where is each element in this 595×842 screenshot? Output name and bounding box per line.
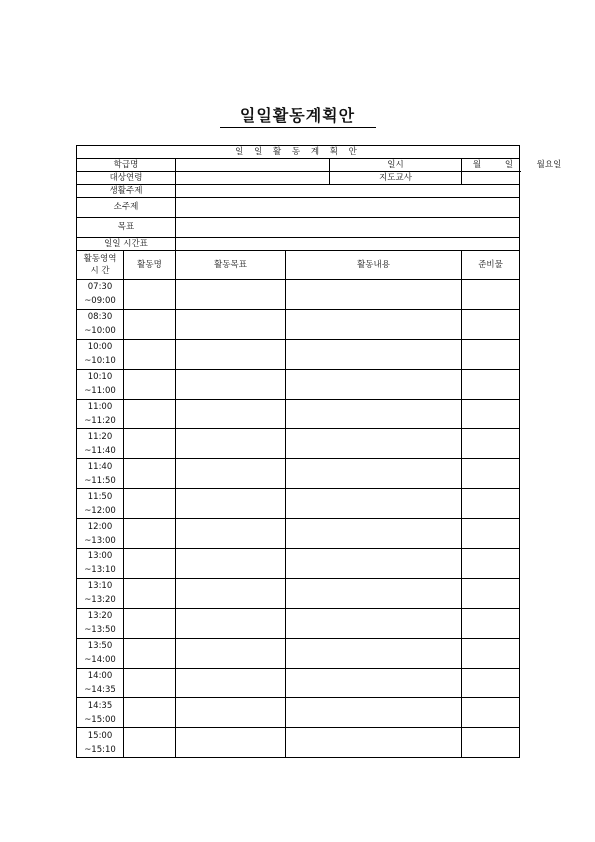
materials-cell[interactable] xyxy=(462,549,519,578)
activity-goal-cell[interactable] xyxy=(176,489,286,519)
activity-content-cell[interactable] xyxy=(286,400,462,429)
time-slot-end: ~14:00 xyxy=(84,655,116,666)
activity-name-cell[interactable] xyxy=(124,698,176,728)
date-month: 월 xyxy=(472,159,482,170)
time-slot-end: ~11:20 xyxy=(84,416,116,426)
class-label: 학급명 xyxy=(77,159,176,172)
time-slot-cell xyxy=(77,309,124,339)
materials-header: 준비물 xyxy=(478,259,503,270)
time-slot-end: ~15:10 xyxy=(84,744,116,755)
activity-name-header: 활동명 xyxy=(124,251,176,280)
activity-name-cell[interactable] xyxy=(124,459,176,489)
form-header-title: 일 일 활 동 계 획 안 xyxy=(77,146,520,159)
activity-content-cell[interactable] xyxy=(286,669,462,698)
materials-cell[interactable] xyxy=(462,370,519,399)
schedule-row xyxy=(77,309,520,339)
activity-name-cell[interactable] xyxy=(124,280,176,310)
activity-content-cell[interactable] xyxy=(286,370,462,399)
area-time-header xyxy=(77,251,124,280)
content-materials-cell xyxy=(286,489,520,519)
time-slot-cell xyxy=(77,608,124,638)
activity-content-header: 활동내용 xyxy=(286,251,462,279)
content-materials-cell xyxy=(286,728,520,758)
area-header-label: 활동영역 xyxy=(83,254,117,264)
activity-name-cell[interactable] xyxy=(124,309,176,339)
date-weekday: 월요일 xyxy=(536,159,562,170)
activity-content-cell[interactable] xyxy=(286,340,462,369)
time-slot-start: 10:00 xyxy=(87,342,113,353)
teacher-label: 지도교사 xyxy=(330,172,462,185)
time-slot-cell xyxy=(77,369,124,399)
content-materials-cell xyxy=(286,429,520,459)
activity-name-cell[interactable] xyxy=(124,549,176,579)
time-slot-start: 14:00 xyxy=(87,671,113,682)
document-title: 일일활동계획안 xyxy=(239,106,356,125)
time-slot-end: ~13:50 xyxy=(84,625,116,636)
activity-goal-cell[interactable] xyxy=(176,399,286,429)
content-materials-cell xyxy=(286,519,520,549)
materials-cell[interactable] xyxy=(462,459,519,488)
time-slot-cell xyxy=(77,638,124,668)
content-materials-cell xyxy=(286,369,520,399)
time-slot-cell xyxy=(77,728,124,758)
content-materials-header xyxy=(286,251,520,280)
content-materials-cell xyxy=(286,668,520,698)
time-slot-cell xyxy=(77,339,124,369)
content-materials-cell xyxy=(286,399,520,429)
materials-cell[interactable] xyxy=(462,609,519,638)
schedule-row xyxy=(77,728,520,758)
goal-label: 목표 xyxy=(77,218,176,238)
materials-cell[interactable] xyxy=(462,429,519,458)
title-underline xyxy=(220,127,376,128)
time-slot-start: 11:40 xyxy=(87,461,113,472)
schedule-row xyxy=(77,429,520,459)
activity-goal-cell[interactable] xyxy=(176,369,286,399)
time-slot-end: ~13:20 xyxy=(84,595,116,606)
materials-cell[interactable] xyxy=(462,698,519,727)
content-materials-cell xyxy=(286,309,520,339)
materials-cell[interactable] xyxy=(462,519,519,548)
time-slot-end: ~14:35 xyxy=(84,685,116,696)
activity-goal-cell[interactable] xyxy=(176,668,286,698)
schedule-row xyxy=(77,608,520,638)
schedule-row xyxy=(77,399,520,429)
schedule-row xyxy=(77,339,520,369)
activity-name-cell[interactable] xyxy=(124,519,176,549)
content-materials-cell xyxy=(286,608,520,638)
schedule-row xyxy=(77,578,520,608)
activity-goal-cell[interactable] xyxy=(176,280,286,310)
schedule-row xyxy=(77,459,520,489)
activity-name-cell[interactable] xyxy=(124,399,176,429)
date-field[interactable] xyxy=(462,159,562,172)
activity-content-cell[interactable] xyxy=(286,549,462,578)
materials-cell[interactable] xyxy=(462,340,519,369)
time-slot-cell xyxy=(77,399,124,429)
schedule-row xyxy=(77,280,520,310)
materials-cell[interactable] xyxy=(462,728,519,757)
content-materials-cell xyxy=(286,698,520,728)
time-slot-cell xyxy=(77,698,124,728)
activity-goal-cell[interactable] xyxy=(176,728,286,758)
time-slot-end: ~09:00 xyxy=(84,296,116,307)
time-slot-cell xyxy=(77,519,124,549)
activity-goal-cell[interactable] xyxy=(176,339,286,369)
activity-goal-cell[interactable] xyxy=(176,698,286,728)
activity-content-cell[interactable] xyxy=(286,639,462,668)
date-day: 일 xyxy=(504,159,514,170)
materials-cell[interactable] xyxy=(462,310,519,339)
time-slot-start: 13:10 xyxy=(87,581,113,592)
activity-goal-cell[interactable] xyxy=(176,459,286,489)
activity-content-cell[interactable] xyxy=(286,579,462,608)
time-slot-cell xyxy=(77,280,124,310)
schedule-row xyxy=(77,369,520,399)
activity-name-cell[interactable] xyxy=(124,668,176,698)
schedule-row xyxy=(77,638,520,668)
time-slot-start: 12:00 xyxy=(87,521,113,532)
sub-theme-label: 소주제 xyxy=(77,198,176,218)
activity-content-cell[interactable] xyxy=(286,728,462,757)
time-slot-end: ~11:00 xyxy=(84,386,116,397)
materials-cell[interactable] xyxy=(462,669,519,698)
activity-goal-cell[interactable] xyxy=(176,578,286,608)
time-slot-start: 11:00 xyxy=(87,402,113,412)
goal-field[interactable] xyxy=(176,218,520,238)
schedule-label: 일일 시간표 xyxy=(77,238,176,251)
time-slot-start: 11:20 xyxy=(87,431,113,442)
time-slot-start: 14:35 xyxy=(87,700,113,711)
time-slot-end: ~10:10 xyxy=(84,356,116,367)
time-slot-end: ~11:50 xyxy=(84,475,116,486)
time-slot-start: 15:00 xyxy=(87,730,113,741)
materials-cell[interactable] xyxy=(462,400,519,429)
life-theme-field[interactable] xyxy=(176,185,520,198)
content-materials-cell xyxy=(286,280,520,310)
schedule-row xyxy=(77,698,520,728)
activity-goal-cell[interactable] xyxy=(176,638,286,668)
activity-name-cell[interactable] xyxy=(124,728,176,758)
age-label: 대상연령 xyxy=(77,172,176,185)
time-slot-start: 13:00 xyxy=(87,551,113,562)
content-materials-cell xyxy=(286,339,520,369)
schedule-row xyxy=(77,549,520,579)
time-slot-cell xyxy=(77,668,124,698)
materials-cell[interactable] xyxy=(462,489,519,518)
time-slot-end: ~15:00 xyxy=(84,714,116,725)
time-slot-start: 13:20 xyxy=(87,611,113,622)
activity-content-cell[interactable] xyxy=(286,459,462,488)
schedule-row xyxy=(77,519,520,549)
time-slot-start: 10:10 xyxy=(87,372,113,383)
activity-name-cell[interactable] xyxy=(124,429,176,459)
activity-content-cell[interactable] xyxy=(286,698,462,727)
content-materials-cell xyxy=(286,638,520,668)
activity-goal-header: 활동목표 xyxy=(176,251,286,280)
time-slot-start: 11:50 xyxy=(87,491,113,502)
content-materials-cell xyxy=(286,578,520,608)
activity-content-cell[interactable] xyxy=(286,280,462,309)
sub-theme-field[interactable] xyxy=(176,198,520,218)
activity-goal-cell[interactable] xyxy=(176,519,286,549)
daily-plan-form xyxy=(76,145,562,758)
time-slot-end: ~12:00 xyxy=(84,505,116,516)
time-slot-end: ~13:00 xyxy=(84,535,116,546)
time-slot-end: ~13:10 xyxy=(84,565,116,576)
class-field[interactable] xyxy=(176,159,330,172)
activity-name-cell[interactable] xyxy=(124,638,176,668)
activity-content-cell[interactable] xyxy=(286,609,462,638)
activity-goal-cell[interactable] xyxy=(176,549,286,579)
time-slot-cell xyxy=(77,429,124,459)
activity-content-cell[interactable] xyxy=(286,519,462,548)
activity-goal-cell[interactable] xyxy=(176,429,286,459)
activity-name-cell[interactable] xyxy=(124,578,176,608)
time-slot-start: 08:30 xyxy=(87,312,113,323)
time-slot-cell xyxy=(77,578,124,608)
time-slot-start: 07:30 xyxy=(87,282,113,293)
activity-name-cell[interactable] xyxy=(124,608,176,638)
schedule-row xyxy=(77,668,520,698)
time-slot-end: ~11:40 xyxy=(84,445,116,456)
content-materials-cell xyxy=(286,459,520,489)
date-label: 일시 xyxy=(330,159,462,172)
content-materials-cell xyxy=(286,549,520,579)
activity-content-cell[interactable] xyxy=(286,489,462,518)
activity-goal-cell[interactable] xyxy=(176,309,286,339)
time-slot-cell xyxy=(77,489,124,519)
activity-name-cell[interactable] xyxy=(124,369,176,399)
activity-content-cell[interactable] xyxy=(286,429,462,458)
activity-content-cell[interactable] xyxy=(286,310,462,339)
activity-name-cell[interactable] xyxy=(124,489,176,519)
teacher-field[interactable] xyxy=(462,172,520,185)
life-theme-label: 생활주제 xyxy=(77,185,176,198)
schedule-row xyxy=(77,489,520,519)
materials-cell[interactable] xyxy=(462,639,519,668)
activity-goal-cell[interactable] xyxy=(176,608,286,638)
materials-cell[interactable] xyxy=(462,280,519,309)
activity-name-cell[interactable] xyxy=(124,339,176,369)
time-slot-cell xyxy=(77,549,124,579)
materials-cell[interactable] xyxy=(462,579,519,608)
schedule-field[interactable] xyxy=(176,238,520,251)
time-header-label: 시 간 xyxy=(90,266,110,276)
time-slot-cell xyxy=(77,459,124,489)
time-slot-end: ~10:00 xyxy=(84,326,116,337)
time-slot-start: 13:50 xyxy=(87,641,113,652)
age-field[interactable] xyxy=(176,172,330,185)
